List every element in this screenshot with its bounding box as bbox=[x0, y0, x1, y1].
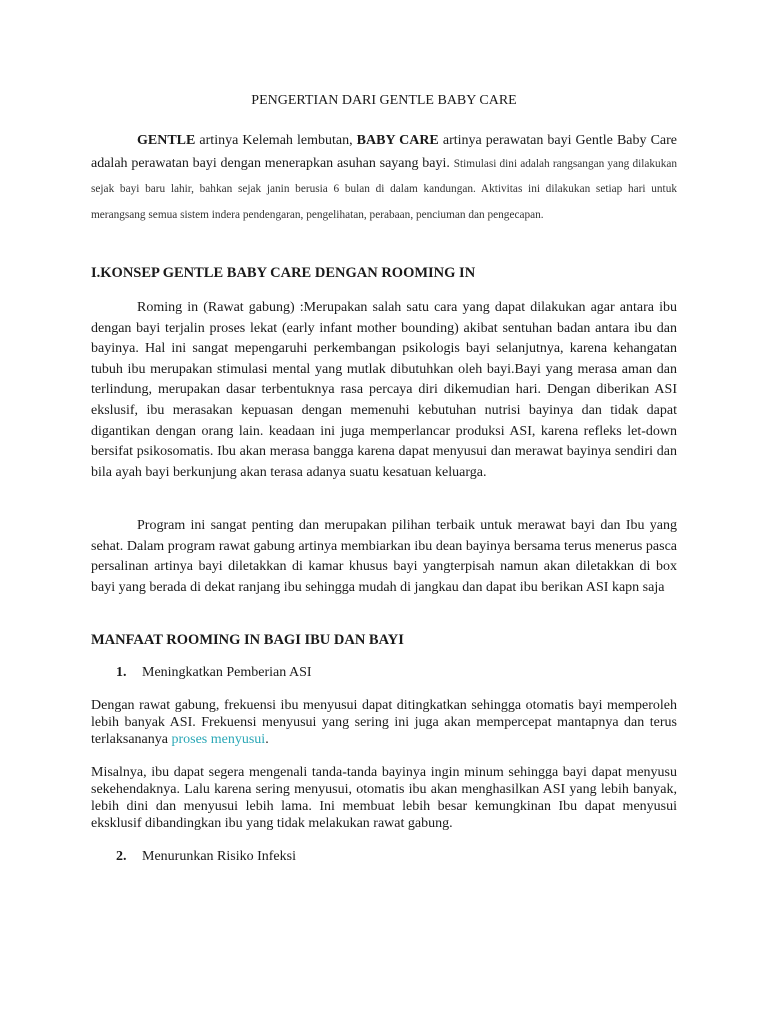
intro-small-text: Stimulasi dini adalah rangsangan yang dilakukan sejak bayi baru lahir, bahkan sejak janin berusia 6 bulan di dalam kandungan. Aktivitas ini dilakukan setiap hari untuk merangsang semua sistem indera pendengaran, pengelihatan, perabaan, penciuman dan pengecapan. bbox=[91, 157, 678, 221]
list-item-1-number: 1. bbox=[116, 665, 127, 680]
list-item-2 bbox=[116, 849, 676, 865]
list-item-2-label: Menurunkan Risiko Infeksi bbox=[142, 849, 296, 864]
page-title: PENGERTIAN DARI GENTLE BABY CARE bbox=[251, 93, 517, 108]
term-gentle: GENTLE bbox=[137, 133, 196, 148]
section1-paragraph-1: Roming in (Rawat gabung) :Merupakan salah satu cara yang dapat dilakukan agar antara ibu dengan bayi terjalin proses lekat (early infant mother bounding) akibat sentuhan badan antara ibu dan bayinya. Hal ini sangat mepengaruhi perkembangan psikologis bayi selanjutnya, karena kehangatan tubuh ibu merupakan stimulasi mental yang mutlak dibutuhkan oleh bayi.Bayi yang merasa aman dan terlindung, merupakan dasar terbentuknya rasa percaya diri dikemudian hari. Dengan diberikan ASI ekslusif, ibu merasakan kepuasan dengan memenuhi kebutuhan nutrisi bayinya dan tidak dapat digantikan dengan orang lain. keadaan ini juga memperlancar produksi ASI, karena refleks let-down bersifat psikosomatis. Ibu akan merasa bangga karena dapat menyusui dan merawat bayinya sendiri dan bila ayah bayi berkunjung akan terasa adanya suatu kesatuan keluarga. bbox=[91, 300, 677, 480]
term-baby-care: BABY CARE bbox=[356, 133, 439, 148]
intro-text-2: artinya perawatan bayi Gentle Baby Care adalah perawatan bayi dengan menerapkan asuhan sayang bayi. bbox=[91, 133, 678, 171]
item1-paragraph-1-text: Dengan rawat gabung, frekuensi ibu menyusui dapat ditingkatkan sehingga otomatis bayi memperoleh lebih banyak ASI. Frekuensi menyusui yang sering ini juga akan mempercepat mantapnya dan terus terlaksananya bbox=[91, 698, 677, 747]
list-item-2-number: 2. bbox=[116, 849, 127, 864]
item1-paragraph-1 bbox=[91, 697, 677, 748]
intro-text-1: artinya Kelemah lembutan, bbox=[195, 133, 357, 148]
list-item-1 bbox=[116, 665, 676, 681]
item1-paragraph-1-end: . bbox=[265, 732, 269, 747]
proses-menyusui-link[interactable]: proses menyusui bbox=[171, 732, 266, 747]
section2-heading: MANFAAT ROOMING IN BAGI IBU DAN BAYI bbox=[91, 632, 404, 648]
section1-heading: I.KONSEP GENTLE BABY CARE DENGAN ROOMING IN bbox=[91, 265, 476, 281]
item1-paragraph-2: Misalnya, ibu dapat segera mengenali tanda-tanda bayinya ingin minum sehingga bayi dapat menyusu sekehendaknya. Lalu karena sering menyusui, otomatis ibu akan menghasilkan ASI yang lebih banyak, lebih dini dan menyusui lebih lama. Ini membuat lebih besar kemungkinan Ibu dapat menyusui eksklusif dibandingkan ibu yang tidak melakukan rawat gabung. bbox=[91, 765, 677, 831]
list-item-1-label: Meningkatkan Pemberian ASI bbox=[142, 665, 312, 680]
section1-paragraph-2: Program ini sangat penting dan merupakan pilihan terbaik untuk merawat bayi dan Ibu yang sehat. Dalam program rawat gabung artinya membiarkan ibu dean bayinya bersama terus menerus pasca persalinan artinya bayi diletakkan di kamar khusus bayi yangterpisah namun akan diletakkan di box bayi yang berada di dekat ranjang ibu sehingga mudah di jangkau dan dapat ibu berikan ASI kapn saja bbox=[91, 518, 677, 595]
intro-paragraph bbox=[91, 131, 677, 228]
